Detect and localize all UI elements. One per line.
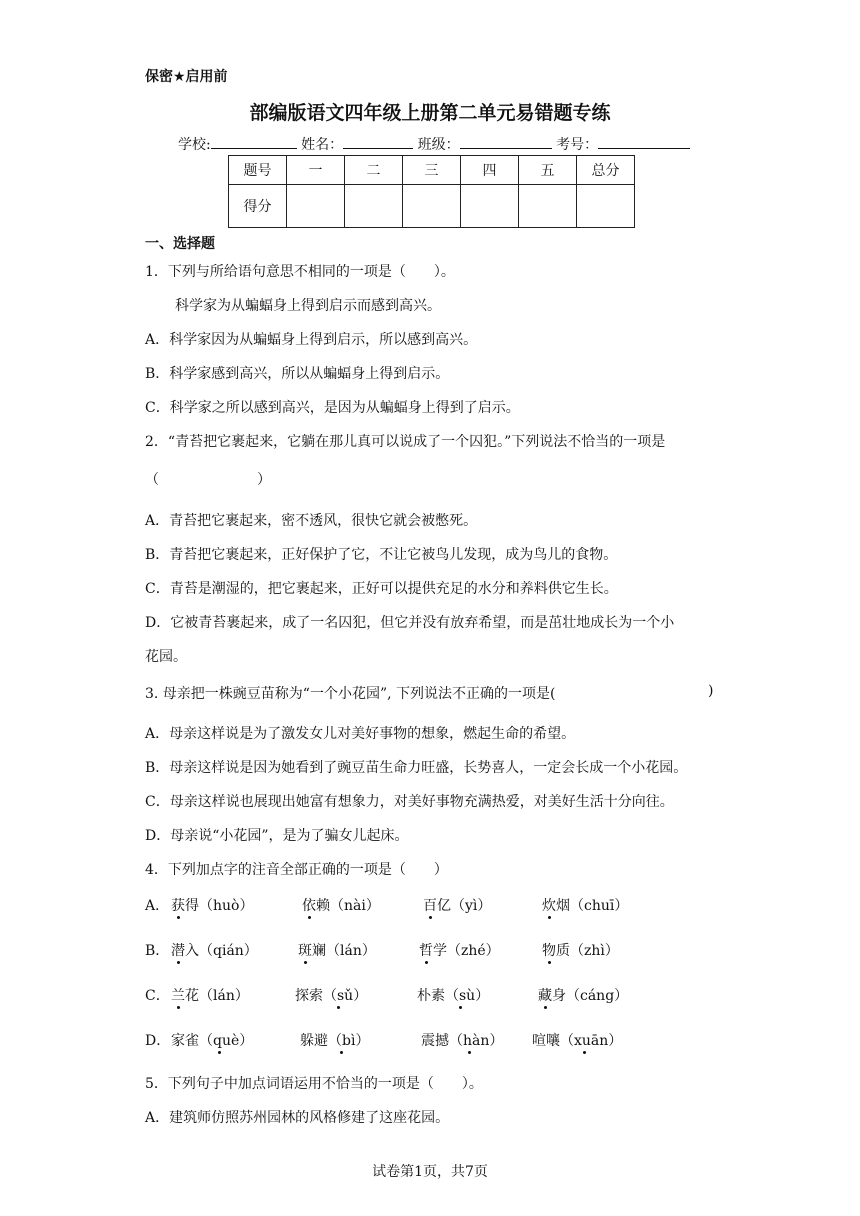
dotted-pinyin-char: 嚷（xuān）	[546, 1033, 623, 1049]
question-2-stem: 2．“青苔把它裹起来，它躺在那儿真可以说成了一个囚犯。”下列说法不恰当的一项是	[145, 434, 666, 450]
dotted-char: 获	[171, 898, 185, 914]
score-cell	[461, 185, 519, 228]
dotted-pinyin-char: 避（bì）	[314, 1033, 370, 1049]
question-4-option-a	[145, 895, 745, 915]
dotted-char: 物	[542, 943, 556, 959]
question-2-option-a: A．青苔把它裹起来，密不透风，很快它就会被憋死。	[145, 513, 478, 529]
score-cell	[519, 185, 577, 228]
dotted-char: 潜	[171, 943, 185, 959]
question-2-option-b: B．青苔把它裹起来，正好保护了它，不让它被鸟儿发现，成为鸟儿的食物。	[145, 547, 618, 563]
plain-char: 家	[171, 1033, 185, 1049]
pinyin-text: 身（cáng）	[552, 988, 629, 1004]
page-footer: 试卷第1页，共7页	[372, 1164, 488, 1180]
question-2-bracket: （ ）	[145, 472, 271, 488]
question-1-option-a: A．科学家因为从蝙蝠身上得到启示，所以感到高兴。	[145, 332, 478, 348]
exam-number-label: 考号：	[556, 137, 599, 153]
question-3-option-a: A．母亲这样说是为了激发女儿对美好事物的想象，燃起生命的希望。	[145, 726, 576, 742]
question-5-stem: 5．下列句子中加点词语运用不恰当的一项是（ ）。	[145, 1076, 483, 1092]
dotted-char: 斑	[298, 943, 312, 959]
score-header-cell: 四	[461, 156, 519, 185]
option-label: D．	[145, 1033, 171, 1049]
score-header-cell: 二	[345, 156, 403, 185]
question-2-option-d: D．它被青苔裹起来，成了一名囚犯，但它并没有放弃希望，而是茁壮地成长为一个小	[145, 615, 675, 631]
dotted-pinyin-char: 雀（què）	[185, 1033, 254, 1049]
question-1-sentence: 科学家为从蝙蝠身上得到启示而感到高兴。	[175, 298, 441, 314]
school-label: 学校:	[178, 137, 211, 153]
option-label: B．	[145, 943, 170, 959]
dotted-pinyin-char: 撼（hàn）	[435, 1033, 504, 1049]
dotted-char: 百	[423, 898, 437, 914]
dotted-char: 哲	[419, 943, 433, 959]
pinyin-text: 得（huò）	[185, 898, 254, 914]
plain-char: 朴	[417, 988, 431, 1004]
pinyin-text: 质（zhì）	[556, 943, 619, 959]
question-3-close-paren: )	[708, 683, 714, 699]
score-table	[228, 155, 635, 228]
option-label: A．	[145, 898, 170, 914]
score-cell	[403, 185, 461, 228]
student-info-line	[178, 134, 690, 154]
dotted-char: 依	[302, 898, 316, 914]
pinyin-text: 入（qián）	[185, 943, 258, 959]
score-cell	[345, 185, 403, 228]
pinyin-text: 学（zhé）	[433, 943, 500, 959]
score-header-cell: 题号	[229, 156, 287, 185]
plain-char: 躲	[300, 1033, 314, 1049]
question-2-option-d-cont: 花园。	[145, 649, 187, 665]
name-label: 姓名：	[301, 137, 344, 153]
question-4-option-c	[145, 985, 745, 1005]
pinyin-text: 斓（lán）	[312, 943, 376, 959]
dotted-char: 藏	[538, 988, 552, 1004]
score-cell	[287, 185, 345, 228]
section-heading: 一、选择题	[145, 236, 215, 252]
question-3-option-c: C．母亲这样说也展现出她富有想象力，对美好事物充满热爱，对美好生活十分向往。	[145, 794, 674, 810]
score-header-cell: 五	[519, 156, 577, 185]
question-4-option-d	[145, 1030, 745, 1050]
question-2-option-c: C．青苔是潮湿的，把它裹起来，正好可以提供充足的水分和养料供它生长。	[145, 581, 618, 597]
confidential-label: 保密★启用前	[145, 69, 228, 85]
question-4-stem: 4．下列加点字的注音全部正确的一项是（ ）	[145, 862, 448, 878]
score-cell	[577, 185, 635, 228]
question-1-option-c: C．科学家之所以感到高兴，是因为从蝙蝠身上得到了启示。	[145, 400, 520, 416]
pinyin-text: 花（lán）	[185, 988, 249, 1004]
question-4-option-b	[145, 940, 745, 960]
dotted-pinyin-char: 素（sù）	[431, 988, 490, 1004]
question-3-option-d: D．母亲说“小花园”，是为了骗女儿起床。	[145, 828, 409, 844]
question-3-option-b: B．母亲这样说是因为她看到了豌豆苗生命力旺盛，长势喜人，一定会长成一个小花园。	[145, 760, 688, 776]
pinyin-text: 亿（yì）	[437, 898, 492, 914]
score-header-cell: 三	[403, 156, 461, 185]
question-3-stem: 3. 母亲把一株豌豆苗称为“一个小花园”, 下列说法不正确的一项是(	[145, 686, 556, 702]
question-1-stem: 1．下列与所给语句意思不相同的一项是（ ）。	[145, 264, 455, 280]
class-label: 班级：	[417, 137, 460, 153]
question-5-option-a: A．建筑师仿照苏州园林的风格修建了这座花园。	[145, 1110, 450, 1126]
plain-char: 探	[295, 988, 309, 1004]
page-title: 部编版语文四年级上册第二单元易错题专练	[249, 102, 611, 124]
option-label: C．	[145, 988, 170, 1004]
pinyin-text: 烟（chuī）	[556, 898, 629, 914]
score-row-label: 得分	[229, 185, 287, 228]
question-1-option-b: B．科学家感到高兴，所以从蝙蝠身上得到启示。	[145, 366, 450, 382]
dotted-pinyin-char: 索（sǔ）	[309, 988, 368, 1004]
score-header-cell: 一	[287, 156, 345, 185]
score-header-cell: 总分	[577, 156, 635, 185]
dotted-char: 兰	[171, 988, 185, 1004]
dotted-char: 炊	[542, 898, 556, 914]
plain-char: 震	[421, 1033, 435, 1049]
plain-char: 喧	[532, 1033, 546, 1049]
pinyin-text: 赖（nài）	[316, 898, 380, 914]
